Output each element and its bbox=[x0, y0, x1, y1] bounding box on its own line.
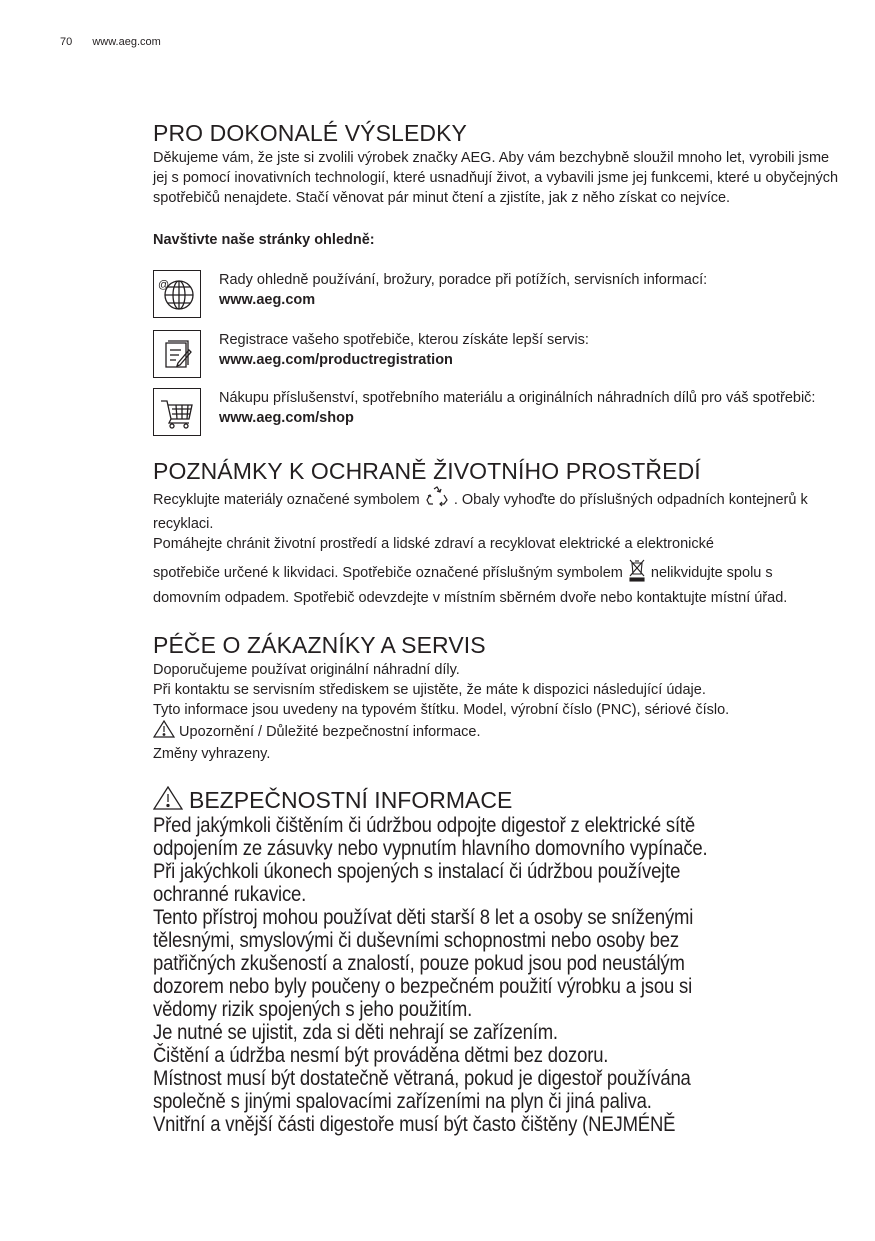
link-row-registration bbox=[153, 330, 843, 378]
env-text-3a: spotřebiče určené k likvidaci. Spotřebiče označené příslušným symbolem bbox=[153, 564, 623, 581]
care-line-3: Tyto informace jsou uvedeny na typovém štítku. Model, výrobní číslo (PNC), sériové číslo. bbox=[153, 702, 730, 718]
env-text-1a: Recyklujte materiály označené symbolem bbox=[153, 491, 420, 508]
safety-line: Tento přístroj mohou používat děti starší 8 let a osoby se sníženými bbox=[153, 905, 694, 929]
care-line-2: Při kontaktu se servisním střediskem se ujistěte, že máte k dispozici následující údaje. bbox=[153, 682, 706, 698]
registration-text: Registrace vašeho spotřebiče, kterou získáte lepší servis: bbox=[219, 332, 589, 348]
shop-text: Nákupu příslušenství, spotřebního materiálu a originálních náhradních dílů pro váš spotřebič: bbox=[219, 390, 816, 406]
safety-line: tělesnými, smyslovými či duševními schopnostmi nebo osoby bez bbox=[153, 928, 679, 952]
warning-icon bbox=[153, 720, 175, 744]
svg-text:@: @ bbox=[158, 279, 170, 291]
safety-text-block bbox=[153, 814, 772, 1136]
link-row-support bbox=[153, 270, 843, 318]
safety-line: Místnost musí být dostatečně větraná, pokud je digestoř používána bbox=[153, 1066, 691, 1090]
environment-paragraph-2: Pomáhejte chránit životní prostředí a lidské zdraví a recyklovat elektrické a elektronické bbox=[153, 536, 714, 552]
perfect-results-title: PRO DOKONALÉ VÝSLEDKY bbox=[153, 120, 467, 146]
care-changes: Změny vyhrazeny. bbox=[153, 746, 271, 762]
registration-icon bbox=[153, 330, 201, 378]
environment-title: POZNÁMKY K OCHRANĚ ŽIVOTNÍHO PROSTŘEDÍ bbox=[153, 458, 701, 484]
env-text-3b: nelikvidujte spolu s domovním odpadem. Spotřebič odevzdejte v místním sběrném dvoře nebo kontaktujte místní úřad. bbox=[153, 564, 788, 606]
safety-line: ochranné rukavice. bbox=[153, 882, 307, 906]
shopping-cart-icon bbox=[153, 388, 201, 436]
link-row-shop bbox=[153, 388, 843, 436]
warning-icon bbox=[153, 786, 183, 814]
care-warning-text: Upozornění / Důležité bezpečnostní informace. bbox=[179, 723, 481, 740]
support-link[interactable]: www.aeg.com bbox=[219, 292, 316, 308]
environment-paragraph-1 bbox=[153, 486, 843, 534]
safety-line: společně s jinými spalovacími zařízeními na plyn či jiná paliva. bbox=[153, 1089, 652, 1113]
environment-paragraph-3 bbox=[153, 558, 843, 608]
care-line-1: Doporučujeme používat originální náhradní díly. bbox=[153, 662, 460, 678]
shop-link[interactable]: www.aeg.com/shop bbox=[219, 410, 354, 426]
customer-care-title: PÉČE O ZÁKAZNÍKY A SERVIS bbox=[153, 632, 486, 658]
recycle-icon bbox=[424, 486, 450, 514]
page-number: 70 bbox=[60, 36, 73, 48]
safety-line: Je nutné se ujistit, zda si děti nehrají se zařízením. bbox=[153, 1020, 558, 1044]
support-text: Rady ohledně používání, brožury, poradce při potížích, servisních informací: bbox=[219, 272, 708, 288]
safety-line: patřičných zkušeností a znalostí, pouze pokud jsou pod neustálým bbox=[153, 951, 685, 975]
perfect-results-section bbox=[153, 118, 843, 436]
safety-line: odpojením ze zásuvky nebo vypnutím hlavního domovního vypínače. bbox=[153, 836, 708, 860]
safety-line: Čištění a údržba nesmí být prováděna dětmi bez dozoru. bbox=[153, 1043, 609, 1067]
safety-line: Vnitřní a vnější části digestoře musí být často čištěny (NEJMÉNĚ bbox=[153, 1112, 676, 1136]
page-content bbox=[153, 118, 843, 1136]
safety-line: Před jakýmkoli čištěním či údržbou odpojte digestoř z elektrické sítě bbox=[153, 813, 696, 837]
safety-line: dozorem nebo byly poučeny o bezpečném použití výrobku a jsou si bbox=[153, 974, 693, 998]
safety-line: Při jakýchkoli úkonech spojených s instalací či údržbou používejte bbox=[153, 859, 681, 883]
customer-care-section bbox=[153, 630, 843, 764]
crossed-bin-icon bbox=[627, 558, 647, 588]
environment-section bbox=[153, 456, 843, 608]
header-website[interactable]: www.aeg.com bbox=[92, 36, 161, 48]
visit-heading: Navštivte naše stránky ohledně: bbox=[153, 232, 375, 248]
care-warning-line bbox=[153, 720, 843, 744]
page-header bbox=[60, 36, 161, 48]
safety-title-row bbox=[153, 786, 843, 814]
safety-title: BEZPEČNOSTNÍ INFORMACE bbox=[189, 787, 513, 813]
safety-line: vědomy rizik spojených s jeho použitím. bbox=[153, 997, 473, 1021]
intro-paragraph: Děkujeme vám, že jste si zvolili výrobek značky AEG. Aby vám bezchybně sloužil mnoho let, vyrobili jsme jej s pomocí inovativních technologií, které usnadňují život, a vybavili jsme jej funkcemi, které u obyčejných spotřebičů nenajdete. Stačí věnovat pár minut čtení a zjistíte, jak z něho získat co nejvíce. bbox=[153, 150, 839, 206]
registration-link[interactable]: www.aeg.com/productregistration bbox=[219, 352, 453, 368]
safety-section bbox=[153, 786, 843, 1136]
globe-icon bbox=[153, 270, 201, 318]
env-text-1b: . Obaly vyhoďte do příslušných odpadních kontejnerů k recyklaci. bbox=[153, 491, 808, 532]
